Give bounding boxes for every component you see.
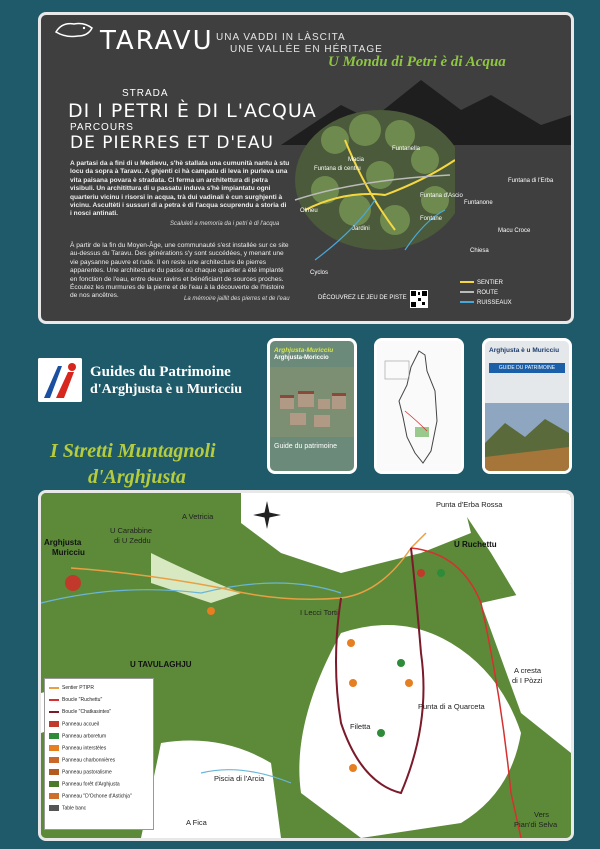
map-label: Macia	[348, 157, 365, 163]
map-label-ruchettu: U Ruchettu	[454, 540, 497, 549]
map-label: Vers	[534, 810, 550, 819]
legend-label: Boucle "Chatkasintes"	[62, 709, 112, 715]
map-label: Olmeu	[300, 208, 318, 214]
card-title: Arghjusta-Muricciu	[274, 347, 334, 354]
taravu-logo: TARAVU	[100, 26, 214, 56]
compass-icon	[250, 498, 280, 528]
village-photo	[270, 367, 354, 437]
trail-map-legend	[44, 678, 154, 830]
map-label: Punta d'Erba Rossa	[436, 500, 503, 509]
tagline-corsican: UNA VADDI IN LÀSCITA	[216, 32, 346, 43]
legend-label: Sentier PTIPR	[62, 685, 94, 691]
legend-row	[49, 769, 112, 775]
legend-label: Panneau accueil	[62, 721, 99, 728]
legend-route: ROUTE	[477, 290, 498, 296]
guide-card-cover-2[interactable]	[482, 338, 572, 474]
map-label: Fontane	[420, 216, 443, 222]
corsica-map-card[interactable]	[374, 338, 464, 474]
map-label: Chiesa	[470, 248, 489, 254]
legend-row	[49, 805, 86, 811]
legend-row	[49, 685, 94, 691]
map-label: Jardini	[352, 226, 370, 232]
legend-label: Panneau pastoralisme	[62, 769, 112, 776]
legend-ruisseaux: RUISSEAUX	[477, 300, 512, 306]
village-map	[285, 80, 455, 280]
legend-label: Panneau arboretum	[62, 733, 107, 740]
map-label: Macu Croce	[498, 228, 531, 234]
legend-label: Panneau "D'Ochone d'Astichja"	[62, 793, 132, 800]
qr-code-icon[interactable]	[410, 290, 428, 308]
legend-label: Panneau interstèles	[62, 745, 107, 752]
map-label: di U Zeddu	[114, 536, 151, 545]
map-title: U Mondu di Petri è di Acqua	[328, 54, 506, 70]
map-label: Cyclos	[310, 270, 329, 276]
legend-label: Panneau charbonnières	[62, 757, 116, 764]
landscape-photo	[485, 403, 569, 471]
map-label: Punta di a Quarceta	[418, 702, 485, 711]
top-map-legend	[460, 278, 512, 308]
intro-paragraph-french: À partir de la fin du Moyen-Âge, une communauté s'est installée sur ce site au-dessus du Taravu. Des générations s'y sont succédées, y menant une vie paysanne pauvre et rude. Il en reste une architecture de pierres apparentes. Une architecture du passé où chaque quartier a été implanté en fonction de l'eau, entre deux ravins et bénéficiant de sources proches. Écoutez les murmures de la pierre et de l'eau à la découverte de l'histoire de nos ancêtres.	[70, 242, 289, 300]
map-label: Funtana di l'Erba	[508, 178, 554, 184]
intro-paragraph-corsican: A partasi da a fini di u Medievu, s'hè stallata una cumunità nantu à stu locu da sopra à Taravu. A ghjenti ci hà campatu di leva in purleva una vita paisana povara è stradata. Ci ferma un architettura di petra visibuli. Un architittura di u passatu induva s'hè impiantatu ogni quarteriu vicinu i risorsi in acqua, trà dui vadinali è cun surghjenti à vicinu. Ascultèti i sussuri di a petra è di l'acqua scuprendu a storia di i nosci antinati.	[70, 160, 290, 218]
guide-card-cover[interactable]	[267, 338, 357, 474]
map-label: Funtana di centru	[314, 166, 361, 172]
map-label: I Lecci Torti	[300, 608, 338, 617]
map-label: U Carabbine	[110, 526, 153, 535]
legend-row	[49, 793, 132, 799]
map-label: A Vetricia	[182, 512, 214, 521]
legend-row	[49, 745, 106, 751]
route-title-corsican: DI I PETRI È DI L'ACQUA	[68, 100, 317, 122]
boar-logo-icon	[52, 18, 96, 42]
map-label: Funtana d'Ascio	[420, 193, 463, 199]
strada-label: STRADA	[122, 88, 169, 99]
trail-section-title-2: d'Arghjusta	[88, 466, 186, 488]
legend-row	[49, 697, 102, 703]
legend-row	[49, 757, 115, 763]
signature-corsican: Scaluleti a memoria da i petri è di l'acqua	[170, 221, 280, 227]
corsica-map-icon	[377, 341, 461, 471]
map-label-village: Arghjusta	[44, 538, 82, 547]
signature-french: La mémoire jaillit des pierres et de l'eau	[184, 296, 290, 302]
guides-title: Guides du Patrimoine	[90, 364, 231, 380]
guides-subtitle: d'Arghjusta è u Muricciu	[90, 382, 243, 397]
legend-label: Boucle "Ruchettu"	[62, 697, 103, 703]
legend-row	[49, 733, 106, 739]
map-label: Funtanella	[392, 146, 421, 152]
map-label: Funtanone	[464, 200, 493, 206]
map-label: A cresta	[514, 666, 542, 675]
legend-sentier: SENTIER	[477, 280, 504, 286]
legend-row	[49, 781, 120, 787]
map-label: Filetta	[350, 722, 371, 731]
map-label-tavulaghju: U TAVULAGHJU	[130, 660, 192, 669]
map-label: A Fica	[186, 818, 207, 827]
legend-label: Table banc	[62, 805, 87, 812]
parcours-label: PARCOURS	[70, 122, 134, 133]
legend-row	[49, 709, 111, 715]
legend-label: Panneau forêt d'Arghjusta	[62, 781, 120, 788]
map-label-village-2: Muricciu	[52, 548, 85, 557]
map-label: Piscia di l'Arcia	[214, 774, 265, 783]
trail-section-title: I Stretti Muntagnoli	[50, 440, 216, 462]
tagline-french: UNE VALLÉE EN HÉRITAGE	[230, 44, 383, 55]
legend-row	[49, 721, 99, 727]
map-label: Pian'di Selva	[514, 820, 558, 829]
card-subtitle: GUIDE DU PATRIMOINE	[489, 363, 565, 373]
map-label: di I Pòzzi	[512, 676, 543, 685]
game-invitation: DÉCOUVREZ LE JEU DE PISTE	[318, 295, 407, 301]
card-subtitle: Arghjusta-Moriccio	[274, 355, 329, 361]
card-footer: Guide du patrimoine	[274, 443, 338, 450]
guides-patrimoine-logo-icon	[38, 358, 82, 402]
route-title-french: DE PIERRES ET D'EAU	[70, 133, 274, 153]
card-title: Arghjusta è u Muricciu	[489, 347, 560, 354]
